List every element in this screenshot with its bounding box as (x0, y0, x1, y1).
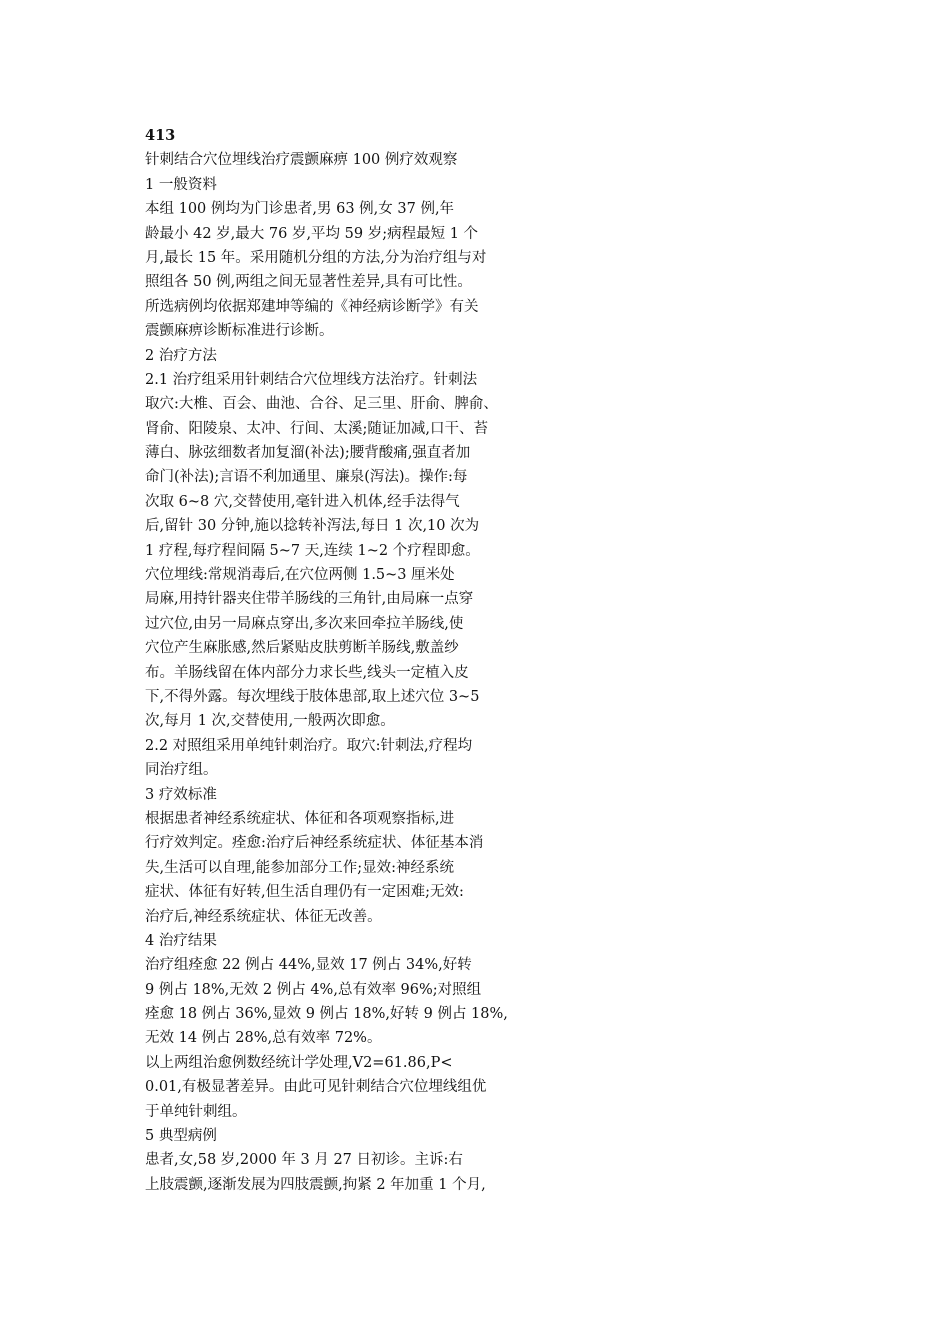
text-line: 穴位产生麻胀感,然后紧贴皮肤剪断羊肠线,敷盖纱 (145, 640, 459, 657)
text-line: 布。羊肠线留在体内部分力求长些,线头一定植入皮 (145, 664, 469, 681)
text-line: 过穴位,由另一局麻点穿出,多次来回牵拉羊肠线,使 (145, 615, 464, 632)
text-line: 2 治疗方法 (145, 347, 217, 364)
text-line: 穴位埋线:常规消毒后,在穴位两侧 1.5~3 厘米处 (145, 567, 455, 584)
text-line: 下,不得外露。每次埋线于肢体患部,取上述穴位 3~5 (145, 688, 480, 705)
text-line: 次,每月 1 次,交替使用,一般两次即愈。 (145, 713, 395, 730)
text-line: 取穴:大椎、百会、曲池、合谷、足三里、肝俞、脾俞、 (145, 396, 498, 413)
text-line: 失,生活可以自理,能参加部分工作;显效:神经系统 (145, 859, 454, 876)
text-line: 根据患者神经系统症状、体征和各项观察指标,进 (145, 810, 455, 827)
text-line: 1 疗程,每疗程间隔 5~7 天,连续 1~2 个疗程即愈。 (145, 542, 480, 559)
text-line: 月,最长 15 年。采用随机分组的方法,分为治疗组与对 (145, 249, 487, 266)
text-line: 上肢震颤,逐渐发展为四肢震颤,拘紧 2 年加重 1 个月, (145, 1176, 486, 1193)
text-line: 照组各 50 例,两组之间无显著性差异,具有可比性。 (145, 274, 472, 291)
document-page (145, 124, 565, 1197)
text-line: 无效 14 例占 28%,总有效率 72%。 (145, 1030, 382, 1047)
text-line: 薄白、脉弦细数者加复溜(补法);腰背酸痛,强直者加 (145, 445, 471, 462)
text-line: 本组 100 例均为门诊患者,男 63 例,女 37 例,年 (145, 201, 455, 218)
text-line: 4 治疗结果 (145, 932, 217, 949)
text-line: 2.1 治疗组采用针刺结合穴位埋线方法治疗。针刺法 (145, 371, 478, 388)
text-line: 行疗效判定。痊愈:治疗后神经系统症状、体征基本消 (145, 835, 484, 852)
text-line: 震颤麻痹诊断标准进行诊断。 (145, 323, 334, 340)
text-line: 于单纯针刺组。 (145, 1103, 247, 1120)
text-line: 9 例占 18%,无效 2 例占 4%,总有效率 96%;对照组 (145, 981, 482, 998)
text-line: 0.01,有极显著差异。由此可见针刺结合穴位埋线组优 (145, 1079, 487, 1096)
text-line: 3 疗效标准 (145, 786, 217, 803)
text-line: 同治疗组。 (145, 762, 218, 779)
text-line: 龄最小 42 岁,最大 76 岁,平均 59 岁;病程最短 1 个 (145, 225, 479, 242)
text-line: 命门(补法);言语不利加通里、廉泉(泻法)。操作:每 (145, 469, 468, 486)
text-line: 以上两组治愈例数经统计学处理,V2=61.86,P< (145, 1054, 453, 1071)
text-line: 治疗组痊愈 22 例占 44%,显效 17 例占 34%,好转 (145, 957, 472, 974)
text-line: 5 典型病例 (145, 1128, 217, 1145)
text-line: 患者,女,58 岁,2000 年 3 月 27 日初诊。主诉:右 (145, 1152, 463, 1169)
page-number: 413 (145, 127, 176, 144)
text-line: 1 一般资料 (145, 176, 217, 193)
text-line: 局麻,用持针器夹住带羊肠线的三角针,由局麻一点穿 (145, 591, 474, 608)
article-title: 针刺结合穴位埋线治疗震颤麻痹 100 例疗效观察 (145, 152, 458, 169)
text-line: 治疗后,神经系统症状、体征无改善。 (145, 908, 382, 925)
text-line: 所选病例均依据郑建坤等编的《神经病诊断学》有关 (145, 298, 479, 315)
document-body (145, 148, 565, 1197)
text-line: 肾俞、阳陵泉、太冲、行间、太溪;随证加减,口干、苔 (145, 420, 488, 437)
text-line: 2.2 对照组采用单纯针刺治疗。取穴:针刺法,疗程均 (145, 737, 473, 754)
text-line: 次取 6~8 穴,交替使用,毫针进入机体,经手法得气 (145, 493, 460, 510)
text-line: 痊愈 18 例占 36%,显效 9 例占 18%,好转 9 例占 18%, (145, 1006, 508, 1023)
text-line: 后,留针 30 分钟,施以捻转补泻法,每日 1 次,10 次为 (145, 518, 480, 535)
text-line: 症状、体征有好转,但生活自理仍有一定困难;无效: (145, 884, 464, 901)
